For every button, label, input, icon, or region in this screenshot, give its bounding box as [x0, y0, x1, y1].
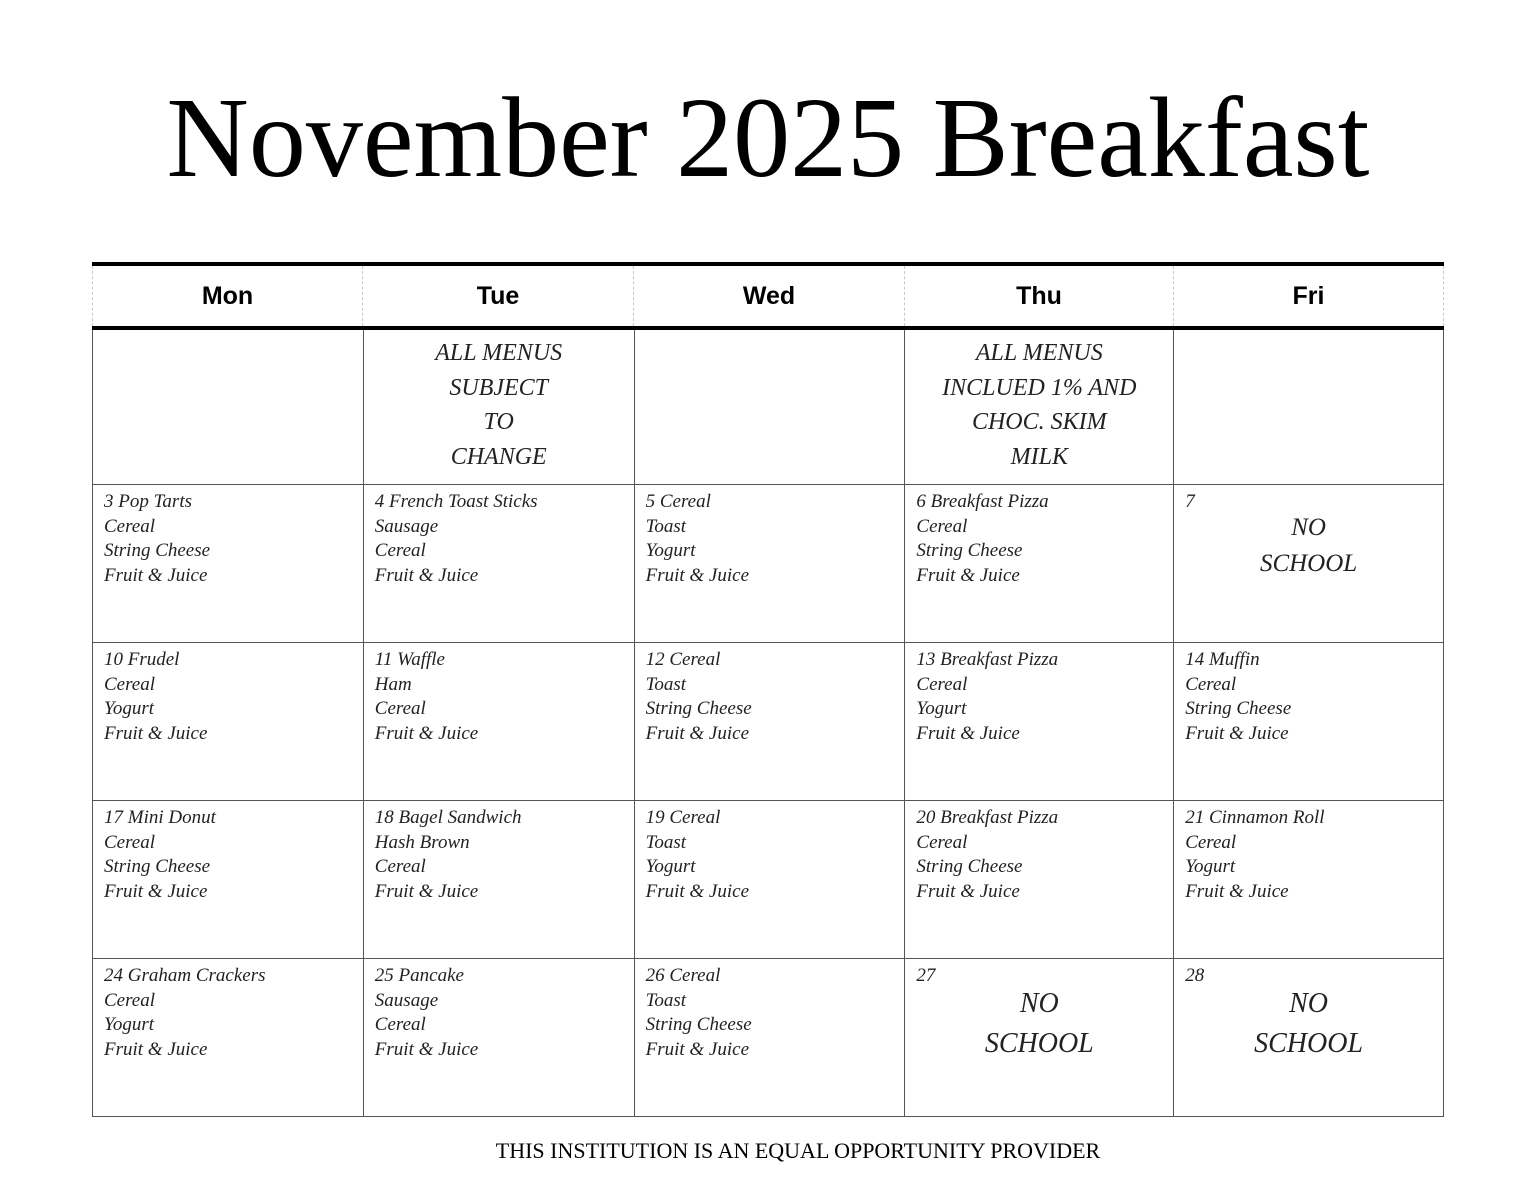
menu-item-first — [646, 964, 752, 989]
menu-item: String Cheese — [645, 1014, 752, 1035]
menu-list — [646, 490, 749, 588]
weekday-header-row — [92, 266, 1444, 326]
day-number: 19 — [645, 807, 665, 828]
menu-item: Bagel Sandwich — [398, 807, 522, 828]
day-cell — [364, 643, 635, 800]
day-cell — [93, 801, 364, 958]
menu-item: Fruit & Juice — [104, 722, 208, 744]
menu-item: Cereal — [916, 515, 968, 537]
menu-item-first — [916, 490, 1048, 515]
menu-list — [646, 806, 749, 904]
menu-item: Fruit & Juice — [645, 564, 750, 586]
menu-item: Cereal — [669, 965, 721, 986]
menu-item: Sausage — [374, 989, 439, 1011]
day-cell — [635, 959, 906, 1116]
menu-item: String Cheese — [1185, 698, 1292, 719]
menu-item: Breakfast Pizza — [940, 649, 1059, 670]
day-cell-no-school — [905, 959, 1174, 1116]
menu-list — [104, 490, 210, 588]
menu-item-first — [916, 648, 1058, 673]
menu-item: String Cheese — [104, 856, 211, 877]
menu-item: French Toast Sticks — [389, 491, 538, 512]
menu-list — [646, 964, 752, 1062]
day-cell-no-school — [1174, 485, 1444, 642]
menu-item-first — [375, 964, 478, 989]
menu-item: Breakfast Pizza — [930, 491, 1049, 512]
menu-list — [916, 806, 1058, 904]
day-number: 3 — [104, 491, 114, 512]
menu-list — [1185, 806, 1324, 904]
day-cell — [364, 485, 635, 642]
day-number: 12 — [645, 649, 665, 670]
menu-item: Fruit & Juice — [374, 880, 479, 902]
menu-item: Breakfast Pizza — [940, 807, 1059, 828]
menu-item: String Cheese — [916, 856, 1023, 877]
menu-item-first — [104, 648, 207, 673]
page-title: November 2025 Breakfast — [166, 74, 1370, 201]
weekday-header-mon: Mon — [92, 266, 363, 326]
menu-item: Graham Crackers — [127, 965, 266, 986]
calendar-grid — [92, 330, 1444, 1117]
no-school-line: SCHOOL — [984, 1028, 1094, 1059]
note-cell-thu — [905, 330, 1174, 484]
day-number: 7 — [1185, 491, 1195, 512]
menu-item-first — [375, 648, 478, 673]
menu-item: Yogurt — [104, 698, 154, 719]
day-cell — [364, 801, 635, 958]
day-cell — [905, 643, 1174, 800]
menu-item-first — [916, 806, 1058, 831]
menu-list — [375, 806, 522, 904]
day-cell — [905, 485, 1174, 642]
menu-item: Yogurt — [645, 856, 696, 877]
menu-item: Sausage — [374, 515, 439, 537]
menu-item: Fruit & Juice — [645, 880, 750, 902]
no-school-line: NO — [1019, 988, 1059, 1019]
day-number: 21 — [1185, 807, 1205, 828]
footer-statement: THIS INSTITUTION IS AN EQUAL OPPORTUNITY PROVIDER — [495, 1138, 1101, 1163]
empty-cell — [635, 330, 906, 484]
day-cell — [364, 959, 635, 1116]
menu-item: Cereal — [104, 515, 156, 537]
menu-item: Fruit & Juice — [374, 564, 479, 586]
empty-cell — [93, 330, 364, 484]
menu-change-note — [364, 336, 634, 474]
menu-item: Waffle — [397, 649, 445, 670]
menu-item: Fruit & Juice — [374, 1038, 479, 1060]
menu-item: String Cheese — [645, 698, 752, 719]
day-cell — [635, 801, 906, 958]
day-number: 5 — [645, 491, 656, 512]
day-cell — [905, 801, 1174, 958]
day-number: 24 — [104, 965, 123, 986]
menu-item: Cereal — [374, 856, 426, 877]
menu-item: Toast — [645, 831, 687, 853]
menu-item-first — [646, 806, 749, 831]
menu-item-first — [104, 490, 210, 515]
menu-item: Fruit & Juice — [645, 1038, 750, 1060]
menu-item: Yogurt — [645, 540, 696, 561]
menu-item: String Cheese — [104, 540, 211, 561]
day-cell-no-school — [1174, 959, 1444, 1116]
day-number: 25 — [374, 965, 394, 986]
no-school-line: NO — [1289, 988, 1329, 1019]
menu-item: Cereal — [669, 649, 721, 670]
menu-item: Toast — [645, 989, 687, 1011]
day-cell — [1174, 643, 1444, 800]
menu-item: Cereal — [374, 540, 426, 561]
menu-item: Fruit & Juice — [104, 564, 208, 586]
menu-item: Cinnamon Roll — [1208, 807, 1325, 828]
calendar-table — [92, 262, 1444, 1117]
empty-cell — [1174, 330, 1444, 484]
no-school-label — [1174, 510, 1443, 582]
day-number: 11 — [374, 649, 393, 670]
day-number: 6 — [916, 491, 926, 512]
day-number: 20 — [916, 807, 936, 828]
menu-item: Fruit & Juice — [1185, 722, 1289, 744]
menu-list — [916, 648, 1058, 746]
menu-item: Cereal — [916, 831, 968, 853]
no-school-line: NO — [1291, 514, 1326, 541]
day-number: 4 — [374, 491, 385, 512]
weekday-header-thu: Thu — [905, 266, 1174, 326]
menu-item: Toast — [645, 673, 687, 695]
weekday-header-fri: Fri — [1174, 266, 1444, 326]
day-number: 28 — [1185, 965, 1205, 986]
menu-list — [646, 648, 752, 746]
no-school-line: SCHOOL — [1259, 550, 1358, 577]
note-line: TO — [483, 409, 514, 435]
menu-list — [104, 648, 207, 746]
menu-item: Cereal — [1185, 831, 1237, 853]
note-line: INCLUED 1% AND — [942, 374, 1137, 401]
menu-item: Yogurt — [916, 698, 967, 719]
menu-item: Fruit & Juice — [916, 722, 1020, 744]
menu-item: Cereal — [104, 831, 156, 853]
day-cell — [93, 485, 364, 642]
menu-item: Cereal — [916, 673, 968, 695]
note-line: MILK — [1010, 443, 1068, 470]
day-number: 27 — [916, 965, 936, 986]
day-cell — [93, 959, 364, 1116]
day-cell — [1174, 801, 1444, 958]
menu-item-first — [375, 806, 522, 831]
menu-item-first — [1185, 806, 1324, 831]
day-cell — [635, 485, 906, 642]
menu-item: Fruit & Juice — [645, 722, 750, 744]
menu-item: String Cheese — [916, 540, 1023, 561]
menu-item: Yogurt — [1185, 856, 1236, 877]
no-school-line: SCHOOL — [1254, 1028, 1364, 1059]
day-cell — [93, 643, 364, 800]
weekday-header-wed: Wed — [634, 266, 905, 326]
no-school-label — [1174, 984, 1443, 1064]
menu-item: Frudel — [127, 649, 180, 670]
weekday-header-tue: Tue — [363, 266, 634, 326]
menu-list — [375, 648, 478, 746]
menu-item: Cereal — [374, 1014, 426, 1035]
day-number: 14 — [1185, 649, 1205, 670]
menu-item-first — [1185, 648, 1291, 673]
menu-item: Ham — [374, 673, 412, 695]
day-cell — [635, 643, 906, 800]
day-number: 17 — [104, 807, 123, 828]
menu-list — [104, 806, 216, 904]
menu-item: Cereal — [669, 807, 721, 828]
day-number: 18 — [374, 807, 394, 828]
menu-item: Cereal — [659, 491, 711, 512]
menu-item: Fruit & Juice — [104, 880, 208, 902]
note-line: CHOC. SKIM — [971, 409, 1107, 435]
menu-item: Hash Brown — [374, 831, 470, 853]
note-line: ALL MENUS — [435, 340, 563, 366]
note-cell-tue — [364, 330, 635, 484]
note-line: CHANGE — [450, 443, 547, 470]
notes-row — [93, 330, 1444, 485]
menu-item: Fruit & Juice — [1185, 880, 1289, 902]
menu-item: Mini Donut — [127, 807, 216, 828]
menu-list — [1185, 648, 1291, 746]
menu-list — [375, 490, 538, 588]
week-row — [93, 801, 1444, 959]
milk-note — [905, 336, 1173, 474]
menu-item: Fruit & Juice — [374, 722, 479, 744]
menu-item: Fruit & Juice — [916, 880, 1020, 902]
menu-list — [375, 964, 478, 1062]
menu-item: Pop Tarts — [118, 491, 192, 512]
note-line: ALL MENUS — [975, 340, 1103, 366]
day-number: 10 — [104, 649, 123, 670]
note-line: SUBJECT — [449, 374, 549, 401]
menu-list — [104, 964, 266, 1062]
menu-item: Cereal — [104, 673, 156, 695]
week-row — [93, 959, 1444, 1116]
menu-item-first — [104, 964, 266, 989]
menu-item-first — [375, 490, 538, 515]
menu-item: Toast — [645, 515, 687, 537]
week-row — [93, 643, 1444, 801]
menu-item-first — [646, 490, 749, 515]
menu-item-first — [104, 806, 216, 831]
menu-item: Yogurt — [104, 1014, 154, 1035]
menu-list — [916, 490, 1048, 588]
week-row — [93, 485, 1444, 643]
no-school-label — [905, 984, 1173, 1064]
menu-item: Fruit & Juice — [104, 1038, 208, 1060]
menu-item: Cereal — [374, 698, 426, 719]
menu-item: Pancake — [398, 965, 464, 986]
menu-item: Muffin — [1208, 649, 1260, 670]
menu-item-first — [646, 648, 752, 673]
menu-item: Cereal — [104, 989, 156, 1011]
menu-item: Fruit & Juice — [916, 564, 1020, 586]
day-number: 26 — [645, 965, 665, 986]
menu-item: Cereal — [1185, 673, 1237, 695]
day-number: 13 — [916, 649, 936, 670]
